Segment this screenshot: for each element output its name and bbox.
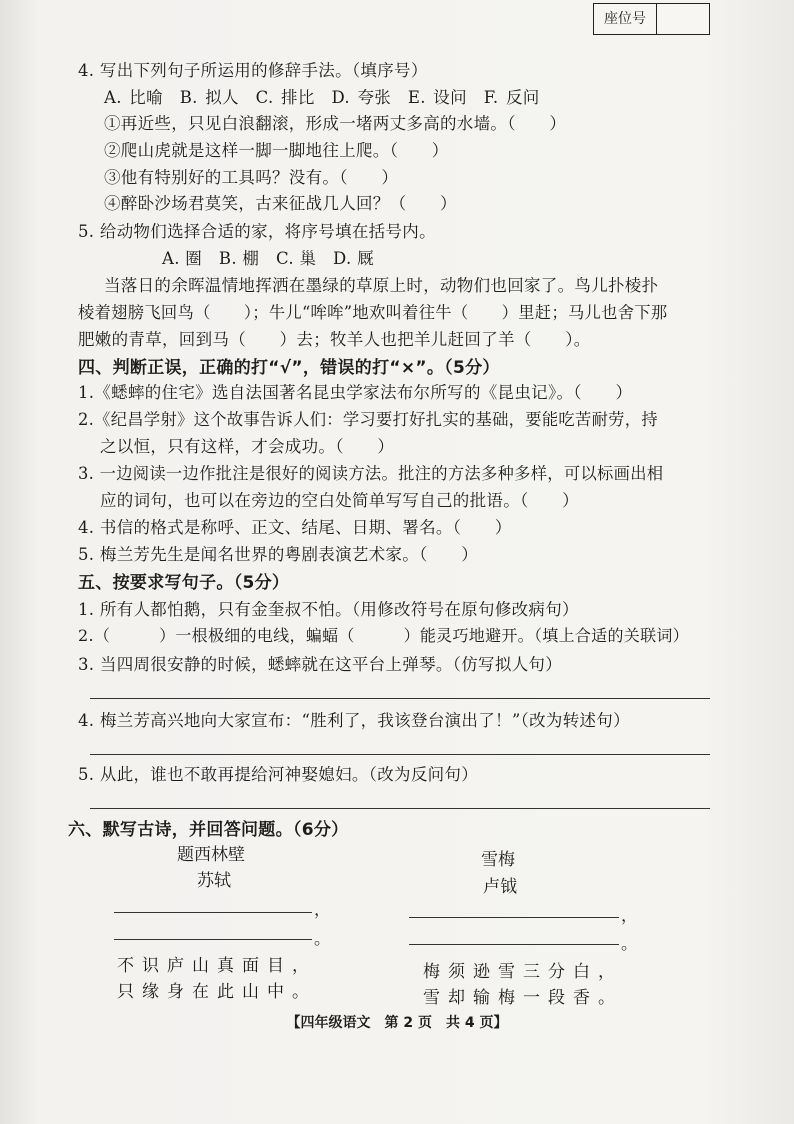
poem-2-author: 卢钺: [483, 877, 517, 897]
s5-answer-line-5[interactable]: [90, 808, 710, 809]
s4-line-5: 5. 梅兰芳先生是闻名世界的粤剧表演艺术家。（ ）: [78, 545, 479, 564]
q5-passage-line-3: 肥嫩的青草，回到马（ ）去；牧羊人也把羊儿赶回了羊（ ）。: [78, 330, 591, 349]
s4-line-2: 2.《纪昌学射》这个故事告诉人们：学习要打好扎实的基础，要能吃苦耐劳，持: [78, 410, 658, 429]
q5-passage-line-2: 棱着翅膀飞回鸟（ ）；牛儿“哞哞”地欢叫着往牛（ ）里赶；马儿也舍下那: [78, 303, 668, 322]
s5-line-2: 2.（ ）一根极细的电线，蝙蝠（ ）能灵巧地避开。（填上合适的关联词）: [78, 626, 689, 645]
s5-line-3: 3. 当四周很安静的时候，蟋蟀就在这平台上弹琴。（仿写拟人句）: [78, 655, 563, 674]
q5-options: A. 圈 B. 棚 C. 巢 D. 厩: [162, 249, 374, 268]
seat-number-label: 座位号: [594, 4, 657, 34]
s4-line-3-cont: 应的词句，也可以在旁边的空白处简单写写自己的批语。（ ）: [100, 491, 579, 510]
s5-line-5: 5. 从此，谁也不敢再提给河神娶媳妇。（改为反问句）: [78, 765, 479, 784]
s4-line-1: 1.《蟋蟀的住宅》选自法国著名昆虫学家法布尔所写的《昆虫记》。（ ）: [78, 383, 633, 402]
q4-item-4: ④醉卧沙场君莫笑，古来征战几人回？（ ）: [104, 194, 457, 213]
s5-answer-line-4[interactable]: [90, 754, 710, 755]
seat-number-box: [593, 3, 710, 35]
section-5-title: 五、按要求写句子。（5分）: [78, 573, 290, 593]
poem-1-blank-1-punct: ，: [314, 900, 331, 919]
poem-1-line-2: 只缘身在此山中。: [117, 982, 317, 1002]
s4-line-2-cont: 之以恒，只有这样，才会成功。（ ）: [100, 437, 395, 456]
poem-2-blank-1[interactable]: [409, 917, 619, 918]
s5-line-1: 1. 所有人都怕鹅，只有金奎叔不怕。（用修改符号在原句修改病句）: [78, 600, 579, 619]
q5-passage-line-1: 当落日的余晖温情地挥洒在墨绿的草原上时，动物们也回家了。鸟儿扑棱扑: [104, 276, 659, 295]
poem-1-title: 题西林壁: [177, 845, 245, 865]
s4-line-3: 3. 一边阅读一边作批注是很好的阅读方法。批注的方法多种多样，可以标画出相: [78, 464, 664, 483]
seat-number-field[interactable]: [657, 4, 709, 34]
section-4-title: 四、判断正误，正确的打“√”，错误的打“×”。（5分）: [78, 358, 500, 378]
poem-1-line-1: 不识庐山真面目，: [117, 956, 317, 976]
q4-options: A. 比喻 B. 拟人 C. 排比 D. 夸张 E. 设问 F. 反问: [104, 88, 540, 107]
poem-1-blank-2-punct: 。: [314, 929, 331, 948]
poem-2-line-2: 雪却输梅一段香。: [423, 988, 623, 1008]
s5-line-4: 4. 梅兰芳高兴地向大家宣布：“胜利了，我该登台演出了！”（改为转述句）: [78, 711, 630, 730]
poem-2-blank-2-punct: 。: [621, 934, 638, 953]
page-footer: 【四年级语文 第 2 页 共 4 页】: [286, 1015, 508, 1031]
q4-item-3: ③他有特别好的工具吗？没有。（ ）: [104, 168, 399, 187]
poem-2-title: 雪梅: [481, 850, 515, 870]
s5-answer-line-3[interactable]: [90, 698, 710, 699]
section-6-title: 六、默写古诗，并回答问题。（6分）: [68, 820, 349, 840]
poem-2-line-1: 梅须逊雪三分白，: [423, 962, 623, 982]
q4-item-2: ②爬山虎就是这样一脚一脚地往上爬。（ ）: [104, 141, 449, 160]
q4-prompt: 4. 写出下列句子所运用的修辞手法。（填序号）: [78, 61, 428, 80]
s4-line-4: 4. 书信的格式是称呼、正文、结尾、日期、署名。（ ）: [78, 518, 512, 537]
poem-1-author: 苏轼: [197, 871, 231, 891]
q4-item-1: ①再近些，只见白浪翻滚，形成一堵两丈多高的水墙。（ ）: [104, 114, 567, 133]
poem-1-blank-2[interactable]: [114, 939, 312, 940]
poem-1-blank-1[interactable]: [114, 912, 312, 913]
q5-prompt: 5. 给动物们选择合适的家，将序号填在括号内。: [78, 222, 436, 241]
poem-2-blank-1-punct: ，: [621, 906, 638, 925]
poem-2-blank-2[interactable]: [409, 944, 619, 945]
